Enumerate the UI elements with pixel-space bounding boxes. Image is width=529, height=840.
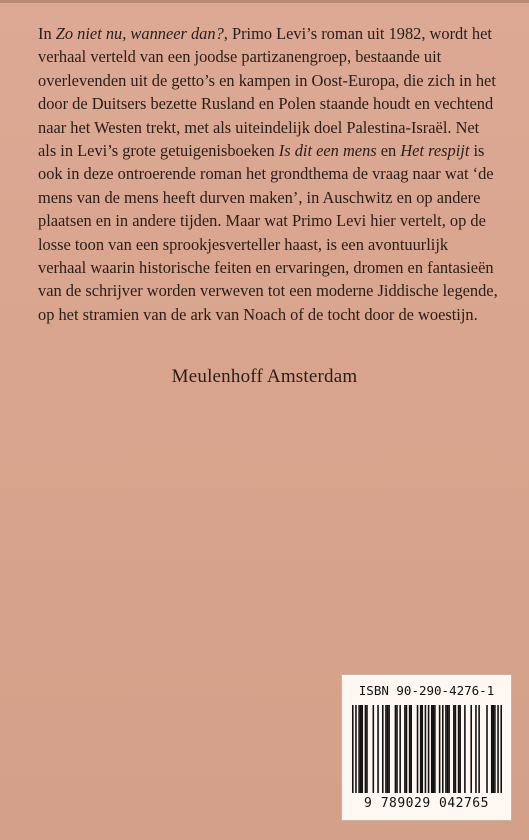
book-title: Zo niet nu, wanneer dan? [55, 24, 224, 43]
blurb-paragraph [38, 22, 498, 326]
ean-digits: 9 789029 042765 [364, 796, 489, 811]
blurb-intro: In [38, 24, 56, 43]
blurb-sentence-1: , Primo Levi’s roman uit 1982, wordt het verhaal verteld van een joodse partizanengroep, bestaande uit overlevenden uit de getto’s en kampen in Oost-Europa, die zich in het door de Duitsers bezette Rusland en Polen staande houdt en vechtend naar het Westen trekt, met als uiteindelijk doel Palestina-Israël. Net als in Levi’s grote getuigenisboeken [38, 24, 496, 161]
reference-title-2: Het respijt [400, 141, 470, 161]
barcode-image [352, 705, 502, 793]
barcode-label [341, 674, 512, 821]
publisher-name: Meulenhoff Amsterdam [171, 366, 358, 387]
blurb-sentence-2: is ook in deze ontroerende roman het grondthema de vraag naar wat ‘de mens van de mens heeft durven maken’, in Auschwitz en op andere plaatsen en in andere tijden. Maar wat Primo Levi hier vertelt, op de losse toon van een sprookjesverteller haast, is een avontuurlijk verhaal waarin historische feiten en ervaringen, dromen en fantasieën van de schrijver worden verweven tot een moderne Jiddische legende, op het stramien van de ark van Noach of de tocht door de woestijn. [38, 141, 498, 324]
reference-title-1: Is dit een mens [278, 141, 377, 161]
blurb-connector: en [376, 141, 401, 161]
isbn-number: ISBN 90-290-4276-1 [358, 683, 495, 698]
cover-edge [0, 0, 529, 3]
blurb-text [38, 22, 498, 326]
